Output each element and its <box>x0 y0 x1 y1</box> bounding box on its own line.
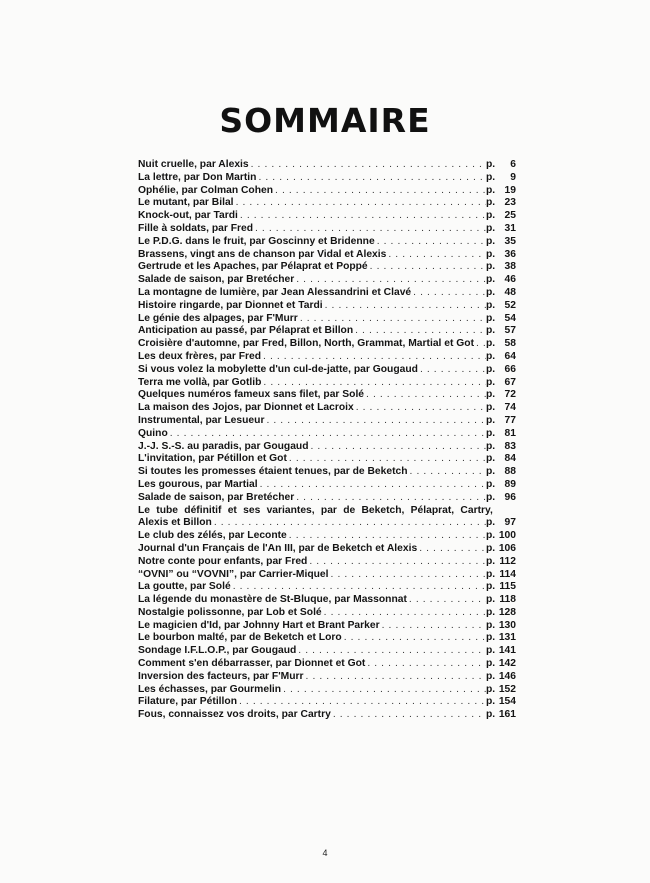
toc-entry <box>138 351 516 364</box>
toc-entry-title: Inversion des facteurs, par F'Murr <box>138 670 304 682</box>
toc-entry-page <box>486 223 516 236</box>
toc-entry-title: Les échasses, par Gourmelin <box>138 683 282 695</box>
toc-entry <box>138 543 516 556</box>
page-prefix: p. <box>486 274 496 286</box>
page-prefix: p. <box>486 619 496 631</box>
page-number: 4 <box>322 848 328 858</box>
dot-leader <box>386 249 486 262</box>
dot-leader <box>212 517 486 530</box>
toc-entry-page <box>486 517 516 530</box>
toc-entry-page <box>486 351 516 364</box>
dot-leader <box>298 313 486 326</box>
page-number-value: 88 <box>504 466 516 478</box>
dot-leader <box>353 325 486 338</box>
page-prefix: p. <box>486 478 496 490</box>
dot-leader <box>365 658 486 671</box>
toc-entry-page <box>486 338 516 351</box>
dot-leader <box>261 377 486 390</box>
dot-leader <box>258 479 486 492</box>
dot-leader <box>474 338 486 351</box>
dot-leader <box>238 210 486 223</box>
page-prefix: p. <box>486 568 496 580</box>
dot-leader <box>323 300 486 313</box>
page-number-value: 142 <box>498 658 516 670</box>
toc-entry-title: Le mutant, par Bilal <box>138 197 234 209</box>
toc-entry <box>138 236 516 249</box>
page-prefix: p. <box>486 299 496 311</box>
toc-entry <box>138 492 516 505</box>
page-prefix: p. <box>486 363 496 375</box>
toc-entry <box>138 684 516 697</box>
dot-leader <box>234 197 486 210</box>
page-prefix: p. <box>486 517 496 529</box>
toc-entry <box>138 671 516 684</box>
page-number-value: 58 <box>504 338 516 350</box>
page-prefix: p. <box>486 389 496 401</box>
dot-leader <box>354 402 486 415</box>
dot-leader <box>375 236 486 249</box>
toc-entry <box>138 569 516 582</box>
toc-entry-title: Histoire ringarde, par Dionnet et Tardi <box>138 299 323 311</box>
toc-entry-title: Fille à soldats, par Fred <box>138 222 254 234</box>
page-prefix: p. <box>486 427 496 439</box>
toc-entry-page <box>486 300 516 313</box>
toc-entry-title: La légende du monastère de St-Bluque, par Massonnat <box>138 594 407 606</box>
toc-entry-page <box>486 274 516 287</box>
toc-entry-page <box>486 556 516 569</box>
toc-entry-page <box>486 402 516 415</box>
toc-entry-page <box>486 197 516 210</box>
toc-entry-page <box>486 709 516 722</box>
page-number-value: 106 <box>498 542 516 554</box>
page-prefix: p. <box>486 645 496 657</box>
toc-entry-page <box>486 492 516 505</box>
page-prefix: p. <box>486 210 496 222</box>
dot-leader <box>342 632 486 645</box>
toc-entry-title: Notre conte pour enfants, par Fred <box>138 555 308 567</box>
page-prefix: p. <box>486 184 496 196</box>
toc-entry <box>138 632 516 645</box>
toc-entry-title: J.-J. S.-S. au paradis, par Gougaud <box>138 440 309 452</box>
toc-entry <box>138 249 516 262</box>
dot-leader <box>287 453 486 466</box>
page-number-value: 131 <box>498 632 516 644</box>
toc-entry-page <box>486 236 516 249</box>
toc-entry <box>138 261 516 274</box>
dot-leader <box>231 581 486 594</box>
toc-entry-title: La maison des Jojos, par Dionnet et Lacroix <box>138 402 354 414</box>
toc-entry-page <box>486 530 516 543</box>
toc-entry-page <box>486 543 516 556</box>
toc-entry-title: Anticipation au passé, par Pélaprat et Billon <box>138 325 354 337</box>
page-prefix: p. <box>486 530 496 542</box>
page-prefix: p. <box>486 440 496 452</box>
page-number-value: 81 <box>504 427 516 439</box>
dot-leader <box>287 530 486 543</box>
page-prefix: p. <box>486 414 496 426</box>
page-number-value: 118 <box>499 594 516 606</box>
toc-entry-page <box>486 684 516 697</box>
dot-leader <box>307 556 486 569</box>
toc-entry <box>138 364 516 377</box>
toc-entry <box>138 313 516 326</box>
page-prefix: p. <box>486 159 496 170</box>
page-number-value: 161 <box>498 709 516 721</box>
dot-leader <box>261 351 486 364</box>
toc-entry <box>138 389 516 402</box>
page-prefix: p. <box>486 235 496 247</box>
page-number-value: 25 <box>504 210 516 222</box>
toc-entry-title: Les gourous, par Martial <box>138 478 258 490</box>
dot-leader <box>364 389 486 402</box>
dot-leader <box>249 159 486 172</box>
toc-entry-title: Gertrude et les Apaches, par Pélaprat et Poppé <box>138 261 368 273</box>
toc-entry-title: Le club des zélés, par Leconte <box>138 530 287 542</box>
toc-entry <box>138 607 516 620</box>
toc-entry-page <box>486 249 516 262</box>
table-of-contents <box>138 159 516 722</box>
toc-entry <box>138 210 516 223</box>
page-number-value: 146 <box>498 670 516 682</box>
page-prefix: p. <box>486 709 496 721</box>
dot-leader <box>411 287 486 300</box>
page-number-value: 31 <box>504 222 516 234</box>
toc-entry <box>138 453 516 466</box>
toc-entry-page <box>486 671 516 684</box>
page-number-value: 77 <box>504 414 516 426</box>
toc-entry <box>138 300 516 313</box>
toc-entry <box>138 274 516 287</box>
page-number-value: 6 <box>510 159 516 170</box>
toc-entry <box>138 185 516 198</box>
toc-entry <box>138 581 516 594</box>
toc-entry <box>138 172 516 185</box>
toc-entry-title: Ophélie, par Colman Cohen <box>138 184 274 196</box>
toc-entry <box>138 223 516 236</box>
dot-leader <box>264 415 486 428</box>
toc-entry-page <box>486 313 516 326</box>
toc-entry-page <box>486 159 516 172</box>
page-prefix: p. <box>486 261 496 273</box>
toc-entry <box>138 287 516 300</box>
page-prefix: p. <box>486 376 496 388</box>
page-number-value: 130 <box>498 619 516 631</box>
toc-entry <box>138 197 516 210</box>
page-number-value: 36 <box>504 248 516 260</box>
page-number-value: 100 <box>498 530 516 542</box>
page-number-value: 128 <box>498 606 516 618</box>
page-number-value: 52 <box>504 299 516 311</box>
page-number-value: 114 <box>499 568 516 580</box>
toc-entry <box>138 338 516 351</box>
page-prefix: p. <box>486 197 496 209</box>
toc-entry-page <box>486 594 516 607</box>
toc-entry-title: Salade de saison, par Bretécher <box>138 274 295 286</box>
toc-entry <box>138 645 516 658</box>
toc-entry-title: Le tube définitif et ses variantes, par de Beketch, Pélaprat, Cartry, <box>138 504 493 516</box>
toc-entry-page <box>486 172 516 185</box>
toc-entry-title: Quelques numéros fameux sans filet, par Solé <box>138 389 365 401</box>
page-number-value: 67 <box>504 376 516 388</box>
page-number-value: 72 <box>504 389 516 401</box>
dot-leader <box>281 684 486 697</box>
page-prefix: p. <box>486 338 496 350</box>
dot-leader <box>407 594 486 607</box>
toc-entry-page <box>486 389 516 402</box>
dot-leader <box>168 428 486 441</box>
page-number-value: 89 <box>504 478 516 490</box>
page-prefix: p. <box>486 658 496 670</box>
toc-entry <box>138 530 516 543</box>
toc-entry-page <box>486 479 516 492</box>
toc-entry-page <box>486 441 516 454</box>
page-number-value: 9 <box>510 171 516 183</box>
toc-entry-title: Le P.D.G. dans le fruit, par Goscinny et Bridenne <box>138 235 375 247</box>
toc-entry-title: Nuit cruelle, par Alexis <box>138 159 249 170</box>
toc-entry-title: La montagne de lumière, par Jean Alessandrini et Clavé <box>138 286 412 298</box>
page-number-value: 112 <box>499 555 516 567</box>
page-number-value: 84 <box>504 453 516 465</box>
toc-entry-title: La lettre, par Don Martin <box>138 171 257 183</box>
toc-entry-page <box>486 453 516 466</box>
toc-entry-title: Fous, connaissez vos droits, par Cartry <box>138 709 331 721</box>
toc-entry <box>138 402 516 415</box>
toc-entry <box>138 658 516 671</box>
page-number-value: 97 <box>504 517 516 529</box>
toc-entry-page <box>486 287 516 300</box>
toc-entry-page <box>486 210 516 223</box>
toc-entry-title: La goutte, par Solé <box>138 581 231 593</box>
dot-leader <box>273 185 486 198</box>
toc-entry <box>138 377 516 390</box>
page-number-value: 57 <box>504 325 516 337</box>
dot-leader <box>417 543 486 556</box>
dot-leader <box>329 569 486 582</box>
toc-entry-title: Knock-out, par Tardi <box>138 210 238 222</box>
page-number-value: 83 <box>504 440 516 452</box>
toc-entry-title: “OVNI” ou “VOVNI”, par Carrier-Miquel <box>138 568 329 580</box>
page-number-value: 35 <box>504 235 516 247</box>
toc-entry-title: Instrumental, par Lesueur <box>138 414 265 426</box>
toc-entry <box>138 505 516 531</box>
page-prefix: p. <box>486 542 496 554</box>
toc-entry-page <box>486 415 516 428</box>
toc-entry-title-continued: Alexis et Billon <box>138 517 212 529</box>
toc-entry-page <box>486 428 516 441</box>
dot-leader <box>380 620 486 633</box>
toc-entry-title: Sondage I.F.L.O.P., par Gougaud <box>138 645 297 657</box>
toc-entry-title: Croisière d'automne, par Fred, Billon, North, Grammat, Martial et Got <box>138 338 475 350</box>
toc-entry-title: Si toutes les promesses étaient tenues, par de Beketch <box>138 466 408 478</box>
page-prefix: p. <box>486 286 496 298</box>
toc-entry-page <box>486 696 516 709</box>
toc-entry <box>138 428 516 441</box>
dot-leader <box>418 364 486 377</box>
toc-entry-title: Quino <box>138 427 168 439</box>
page-prefix: p. <box>486 453 496 465</box>
dot-leader <box>304 671 486 684</box>
dot-leader <box>237 696 486 709</box>
page-prefix: p. <box>486 696 496 708</box>
toc-entry-page <box>486 658 516 671</box>
page-prefix: p. <box>486 670 496 682</box>
toc-entry-title: L'invitation, par Pétillon et Got <box>138 453 287 465</box>
page-number-value: 152 <box>498 683 516 695</box>
page-prefix: p. <box>486 632 496 644</box>
dot-leader <box>253 223 486 236</box>
toc-entry-title: Journal d'un Français de l'An III, par de Beketch et Alexis <box>138 542 418 554</box>
page-number-value: 66 <box>504 363 516 375</box>
toc-entry <box>138 325 516 338</box>
dot-leader <box>309 441 486 454</box>
toc-entry-page <box>486 185 516 198</box>
page-prefix: p. <box>486 402 496 414</box>
page-number-value: 141 <box>498 645 516 657</box>
toc-entry-page <box>486 632 516 645</box>
toc-entry-title: Le génie des alpages, par F'Murr <box>138 312 298 324</box>
toc-entry <box>138 415 516 428</box>
toc-entry-title: Brassens, vingt ans de chanson par Vidal et Alexis <box>138 248 387 260</box>
page-number-value: 23 <box>504 197 516 209</box>
dot-leader <box>256 172 486 185</box>
dot-leader <box>294 492 486 505</box>
page-number-value: 96 <box>504 491 516 503</box>
toc-entry-title: Si vous volez la mobylette d'un cul-de-jatte, par Gougaud <box>138 363 418 375</box>
toc-entry-page <box>486 607 516 620</box>
toc-entry-page <box>486 620 516 633</box>
page-number-value: 64 <box>504 350 516 362</box>
page-prefix: p. <box>486 350 496 362</box>
toc-entry-page <box>486 645 516 658</box>
page-prefix: p. <box>486 491 496 503</box>
page-number-value: 46 <box>504 274 516 286</box>
dot-leader <box>368 261 486 274</box>
toc-entry <box>138 159 516 172</box>
toc-entry <box>138 441 516 454</box>
toc-entry-title: Les deux frères, par Fred <box>138 350 262 362</box>
page-number-value: 19 <box>504 184 516 196</box>
toc-entry-title: Le bourbon malté, par de Beketch et Loro <box>138 632 342 644</box>
page-prefix: p. <box>486 581 496 593</box>
toc-entry-page <box>486 325 516 338</box>
page-prefix: p. <box>486 248 496 260</box>
dot-leader <box>296 645 486 658</box>
toc-entry-title: Filature, par Pétillon <box>138 696 237 708</box>
toc-entry <box>138 479 516 492</box>
page-number-value: 74 <box>504 402 516 414</box>
page-prefix: p. <box>486 171 496 183</box>
page-prefix: p. <box>486 466 496 478</box>
toc-entry-page <box>486 581 516 594</box>
toc-entry <box>138 709 516 722</box>
toc-entry-page <box>486 261 516 274</box>
toc-entry-page <box>486 377 516 390</box>
dot-leader <box>408 466 486 479</box>
page-prefix: p. <box>486 555 496 567</box>
toc-entry-page <box>486 466 516 479</box>
toc-entry <box>138 620 516 633</box>
toc-entry <box>138 556 516 569</box>
page-prefix: p. <box>486 325 496 337</box>
page-number-value: 38 <box>504 261 516 273</box>
page-prefix: p. <box>486 312 496 324</box>
page-title: SOMMAIRE <box>219 101 431 140</box>
page-number-value: 154 <box>498 696 516 708</box>
page-number-value: 115 <box>499 581 516 593</box>
page-number-value: 54 <box>504 312 516 324</box>
toc-entry-title: Terra me vollà, par Gotlib <box>138 376 262 388</box>
toc-entry-title: Salade de saison, par Bretécher <box>138 491 295 503</box>
toc-entry-title: Comment s'en débarrasser, par Dionnet et Got <box>138 658 366 670</box>
toc-entry <box>138 466 516 479</box>
page-prefix: p. <box>486 594 496 606</box>
page-number-value: 48 <box>504 286 516 298</box>
page-prefix: p. <box>486 222 496 234</box>
dot-leader <box>322 607 486 620</box>
toc-entry <box>138 696 516 709</box>
page-prefix: p. <box>486 683 496 695</box>
dot-leader <box>331 709 486 722</box>
page-prefix: p. <box>486 606 496 618</box>
toc-entry-page <box>486 364 516 377</box>
toc-entry <box>138 594 516 607</box>
toc-entry-title: Nostalgie polissonne, par Lob et Solé <box>138 606 322 618</box>
toc-entry-title: Le magicien d'Id, par Johnny Hart et Brant Parker <box>138 619 380 631</box>
toc-entry-page <box>486 569 516 582</box>
dot-leader <box>294 274 486 287</box>
